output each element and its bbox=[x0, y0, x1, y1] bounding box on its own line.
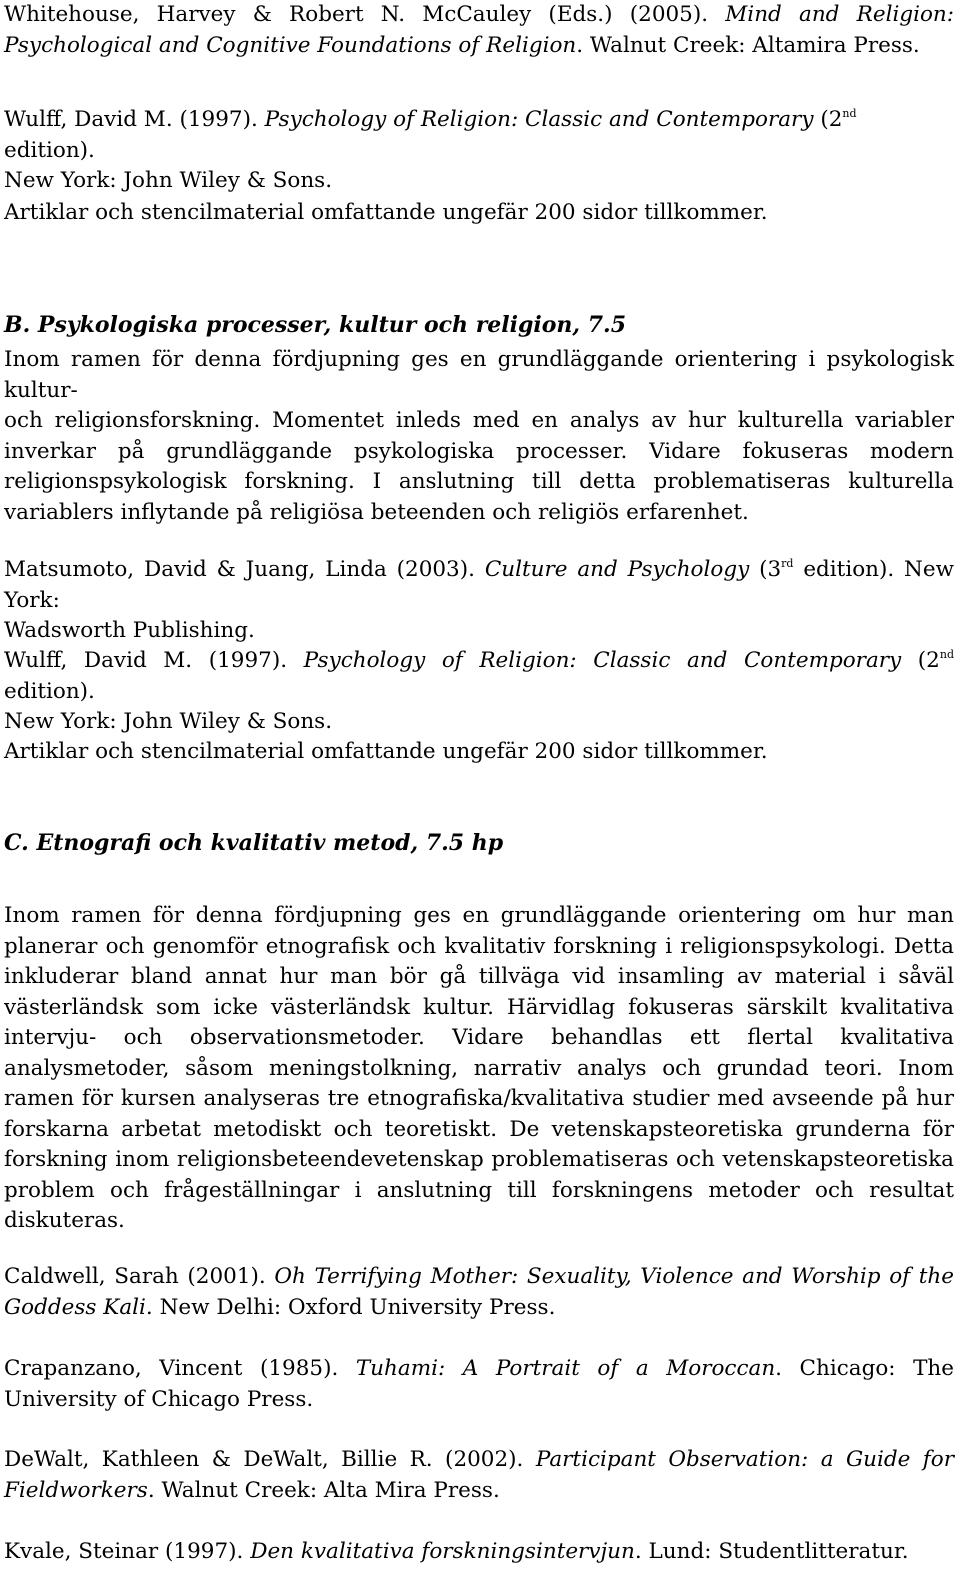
reference-dewalt bbox=[4, 1445, 954, 1506]
note-articles: Artiklar och stencilmaterial omfattande ungefär 200 sidor tillkommer. bbox=[4, 200, 768, 225]
paragraph-line: Inom ramen för denna fördjupning ges en grundläggande orientering i psykologisk kultur- bbox=[4, 347, 954, 403]
reference-title: Tuhami: A Portrait of a Moroccan bbox=[355, 1356, 776, 1381]
reference-publisher: . Chicago: The University of Chicago Press. bbox=[4, 1356, 954, 1412]
reference-title: Oh Terrifying Mother: Sexuality, Violence and Worship of the Goddess Kali bbox=[4, 1264, 954, 1320]
reference-title: Psychological and Cognitive Foundations of Religion bbox=[4, 32, 577, 58]
section-b-body bbox=[4, 345, 954, 528]
reference-publisher: Wadsworth Publishing. bbox=[4, 618, 255, 643]
reference-line bbox=[4, 31, 954, 62]
reference-caldwell bbox=[4, 1262, 954, 1323]
ordinal-superscript: nd bbox=[842, 107, 857, 120]
reference-authors: Crapanzano, Vincent (1985). bbox=[4, 1356, 356, 1381]
ordinal-superscript: rd bbox=[781, 557, 794, 570]
reference-publisher: New York: John Wiley & Sons. bbox=[4, 709, 333, 734]
reference-edition: (2 bbox=[901, 648, 940, 673]
reference-whitehouse bbox=[4, 0, 954, 61]
reference-line bbox=[4, 555, 954, 616]
reference-crapanzano bbox=[4, 1354, 954, 1415]
reference-title: Psychology of Religion: Classic and Contemporary bbox=[264, 107, 814, 132]
reference-authors: Wulff, David M. (1997). bbox=[4, 107, 265, 132]
reference-publisher: . Walnut Creek: Alta Mira Press. bbox=[147, 1477, 500, 1503]
reference-edition-suffix: edition). New York: bbox=[4, 557, 954, 613]
reference-publisher: . New Delhi: Oxford University Press. bbox=[145, 1294, 556, 1320]
reference-authors: Caldwell, Sarah (2001). bbox=[4, 1264, 275, 1289]
reference-line bbox=[4, 0, 954, 31]
reference-kvale bbox=[4, 1537, 954, 1568]
reference-authors: DeWalt, Kathleen & DeWalt, Billie R. (2002). bbox=[4, 1447, 536, 1472]
section-c-heading: C. Etnografi och kvalitativ metod, 7.5 hp bbox=[4, 830, 504, 856]
reference-wulff bbox=[4, 105, 954, 197]
section-b-heading: B. Psykologiska processer, kultur och religion, 7.5 bbox=[4, 312, 627, 338]
ordinal-superscript: nd bbox=[939, 648, 954, 661]
reference-line bbox=[4, 646, 954, 707]
reference-edition: (2 bbox=[813, 107, 843, 132]
reference-line bbox=[4, 105, 954, 166]
reference-authors: Whitehouse, Harvey & Robert N. McCauley (Eds.) (2005). bbox=[4, 2, 726, 27]
reference-publisher: . Walnut Creek: Altamira Press. bbox=[576, 32, 920, 58]
reference-title: Culture and Psychology bbox=[484, 557, 750, 582]
reference-edition: (3 bbox=[749, 557, 782, 582]
reference-authors: Wulff, David M. (1997). bbox=[4, 648, 304, 673]
reference-edition-suffix: edition). bbox=[4, 678, 95, 704]
section-c-body: Inom ramen för denna fördjupning ges en grundläggande orientering om hur man planerar och genomför etnografisk och kvalitativ forskning i religionspsykologi. Detta inkluderar bland annat hur man bör gå tillväga vid insamling av material i såväl västerländsk som icke västerländsk kultur. Härvidlag fokuseras särskilt kvalitativa intervju- och observationsmetoder. Vidare behandlas ett flertal kvalitativa analysmetoder, såsom meningstolkning, narrativ analys och grundad teori. Inom ramen för kursen analyseras tre etnografiska/kvalitativa studier med avseende på hur forskarna arbetat metodiskt och teoretiskt. De vetenskapsteoretiska grunderna för forskning inom religionsbeteendevetenskap problematiseras och vetenskapsteoretiska problem och frågeställningar i anslutning till forskningens metoder och resultat diskuteras. bbox=[4, 903, 954, 1233]
reference-edition-suffix: edition). bbox=[4, 137, 95, 163]
reference-authors: Kvale, Steinar (1997). bbox=[4, 1539, 251, 1564]
reference-matsumoto bbox=[4, 555, 954, 647]
reference-authors: Matsumoto, David & Juang, Linda (2003). bbox=[4, 557, 485, 582]
reference-title: Mind and Religion: bbox=[725, 2, 954, 27]
reference-wulff-2 bbox=[4, 646, 954, 738]
reference-title: Den kvalitativa forskningsintervjun bbox=[250, 1539, 635, 1564]
note-articles-b: Artiklar och stencilmaterial omfattande ungefär 200 sidor tillkommer. bbox=[4, 739, 768, 764]
reference-title: Psychology of Religion: Classic and Contemporary bbox=[303, 648, 902, 673]
paragraph-text: och religionsforskning. Momentet inleds med en analys av hur kulturella variabler inverkar på grundläggande psykologiska processer. Vidare fokuseras modern religionspsykologisk forskning. I anslutning till detta problematiseras kulturella variablers inflytande på religiösa beteenden och religiös erfarenhet. bbox=[4, 408, 954, 525]
reference-title: Participant Observation: a Guide for Fieldworkers bbox=[4, 1447, 954, 1503]
reference-publisher: . Lund: Studentlitteratur. bbox=[634, 1539, 909, 1564]
reference-publisher: New York: John Wiley & Sons. bbox=[4, 168, 333, 193]
